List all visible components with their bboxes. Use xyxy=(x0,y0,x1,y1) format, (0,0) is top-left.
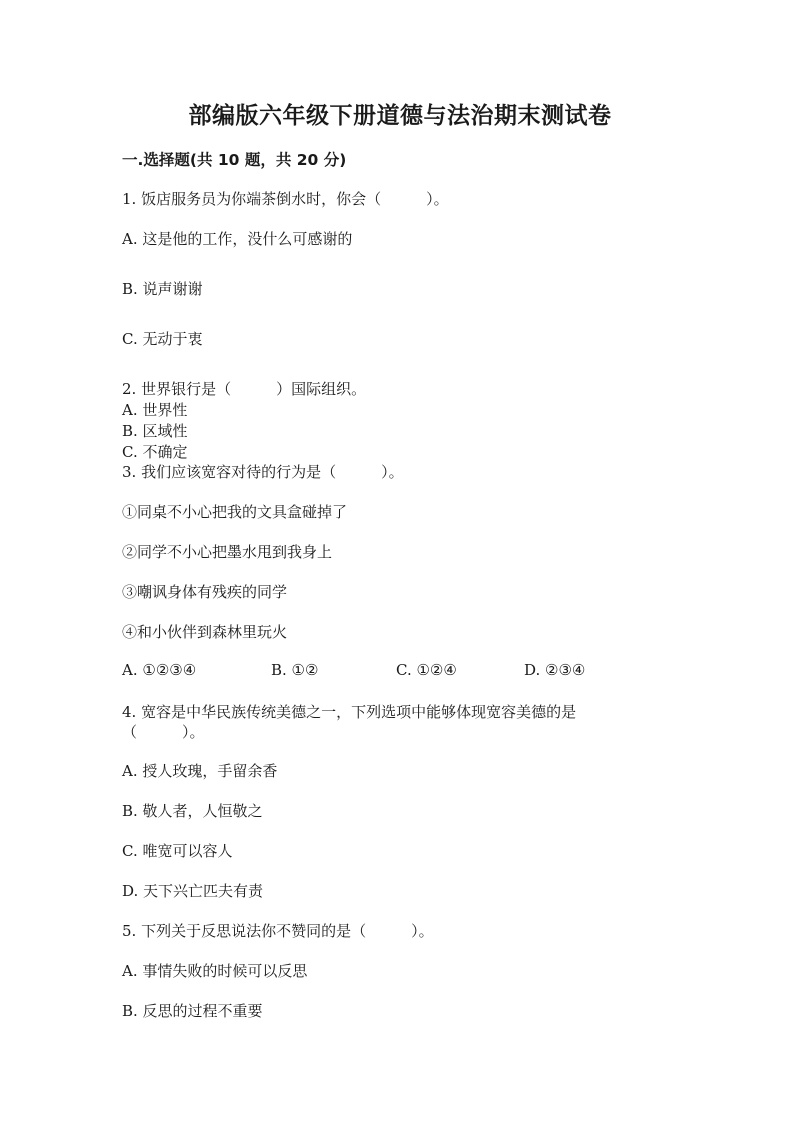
question-2-option-a: A. 世界性 xyxy=(122,401,188,419)
question-3-option-a: A. ①②③④ xyxy=(122,661,197,679)
question-2-option-c: C. 不确定 xyxy=(122,443,188,461)
question-5-option-b: B. 反思的过程不重要 xyxy=(122,1002,263,1020)
question-3-option-b: B. ①② xyxy=(271,661,319,679)
question-3-stem: 3. 我们应该宽容对待的行为是（ ）。 xyxy=(122,463,404,481)
question-4-option-c: C. 唯宽可以容人 xyxy=(122,842,233,860)
question-3-item-1: ①同桌不小心把我的文具盒碰掉了 xyxy=(122,503,348,521)
question-4-stem-line-1: 4. 宽容是中华民族传统美德之一，下列选项中能够体现宽容美德的是 xyxy=(122,703,577,721)
question-3-item-2: ②同学不小心把墨水甩到我身上 xyxy=(122,543,333,561)
question-4-option-b: B. 敬人者，人恒敬之 xyxy=(122,802,263,820)
question-3-option-d: D. ②③④ xyxy=(524,661,586,679)
question-3-item-4: ④和小伙伴到森林里玩火 xyxy=(122,623,288,641)
question-1-stem: 1. 饭店服务员为你端茶倒水时，你会（ ）。 xyxy=(122,190,449,208)
question-5-option-a: A. 事情失败的时候可以反思 xyxy=(122,962,308,980)
question-4-option-a: A. 授人玫瑰，手留余香 xyxy=(122,762,278,780)
question-1-option-c: C. 无动于衷 xyxy=(122,330,203,348)
question-4-option-d: D. 天下兴亡匹夫有责 xyxy=(122,882,264,900)
question-1-option-b: B. 说声谢谢 xyxy=(122,280,203,298)
question-2-option-b: B. 区域性 xyxy=(122,422,188,440)
question-2-stem: 2. 世界银行是（ ）国际组织。 xyxy=(122,380,367,398)
page-title: 部编版六年级下册道德与法治期末测试卷 xyxy=(188,103,612,129)
question-3-option-c: C. ①②④ xyxy=(396,661,457,679)
question-4-stem-line-2: （ ）。 xyxy=(122,723,205,741)
question-3-item-3: ③嘲讽身体有残疾的同学 xyxy=(122,583,288,601)
question-1-option-a: A. 这是他的工作，没什么可感谢的 xyxy=(122,230,353,248)
question-5-stem: 5. 下列关于反思说法你不赞同的是（ ）。 xyxy=(122,922,434,940)
section-heading: 一.选择题(共 10 题，共 20 分) xyxy=(122,151,347,169)
